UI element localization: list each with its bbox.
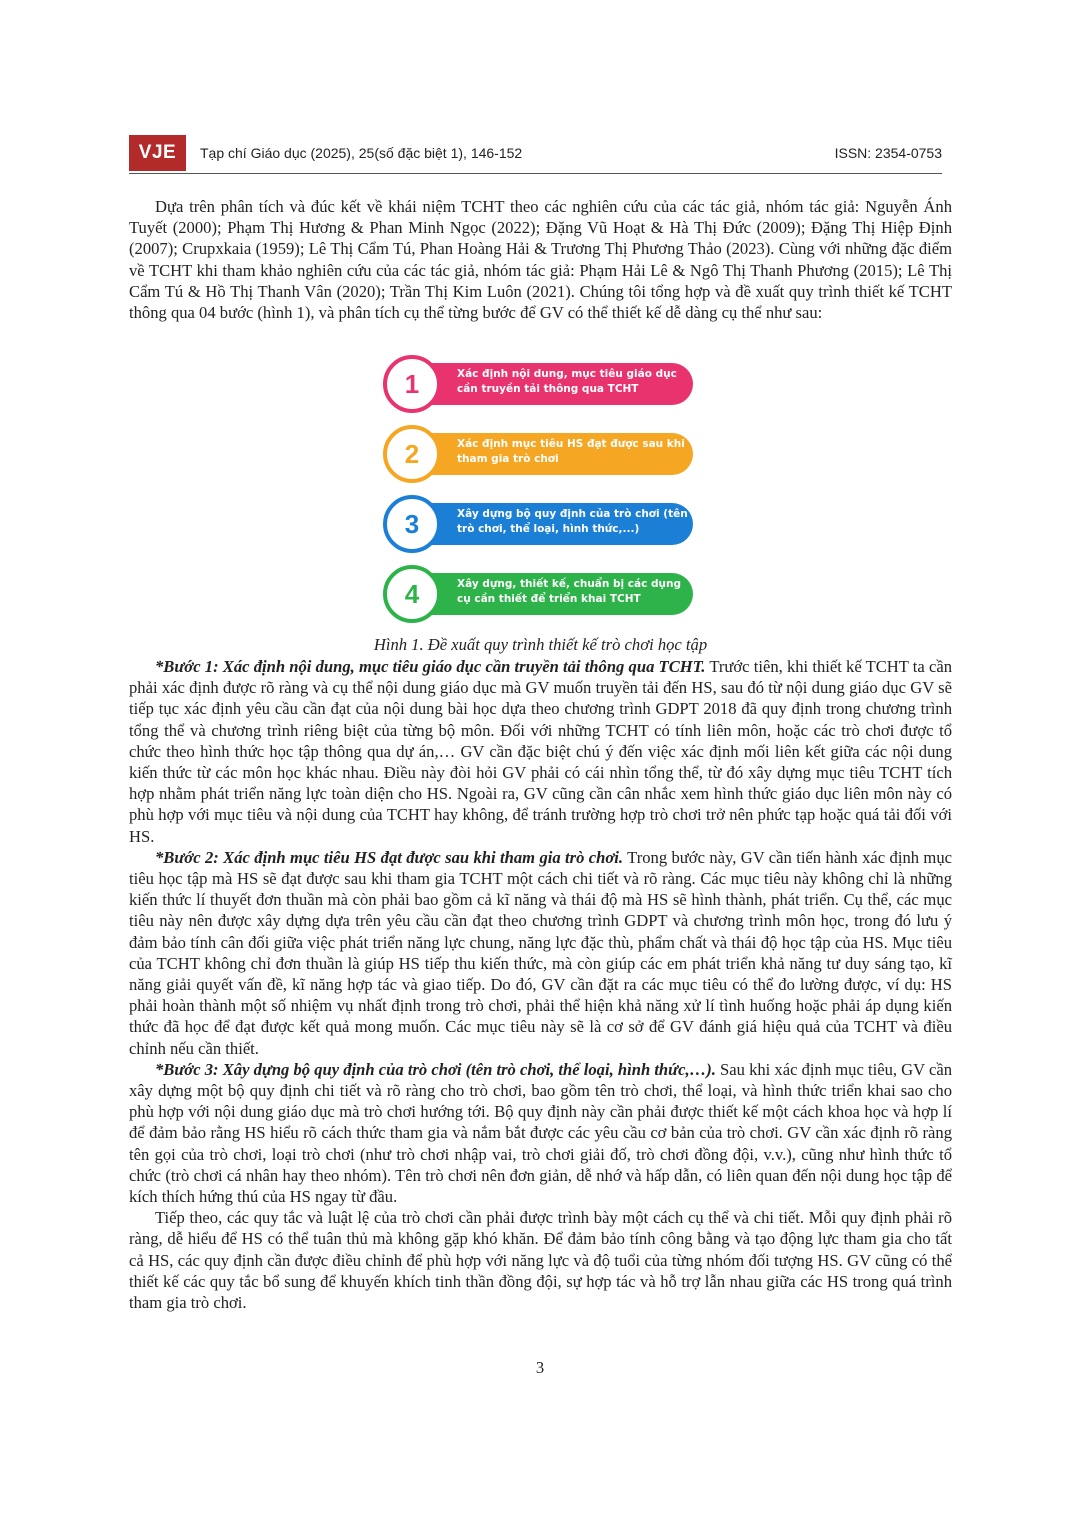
step-3-heading: *Bước 3: Xây dựng bộ quy định của trò chơi (tên trò chơi, thể loại, hình thức,…). — [155, 1059, 716, 1079]
journal-citation: Tạp chí Giáo dục (2025), 25(số đặc biệt 1), 146-152 — [200, 145, 523, 161]
intro-paragraph: Dựa trên phân tích và đúc kết về khái niệm TCHT theo các nghiên cứu của các tác giả, nhóm tác giả: Nguyễn Ánh Tuyết (2000); Phạm Thị Hương & Phan Minh Ngọc (2022); Đặng Vũ Hoạt & Hà Thị Đức (2009); Đặng Thị Hiệp Định (2007); Crupxkaia (1959); Lê Thị Cẩm Tú, Phan Hoàng Hải & Trương Thị Phương Thảo (2023). Cùng với những đặc điểm về TCHT khi tham khảo nghiên cứu của các tác giả, nhóm tác giả: Phạm Hải Lê & Ngô Thị Thanh Phương (2015); Lê Thị Cẩm Tú & Hồ Thị Thanh Vân (2020); Trần Thị Kim Luôn (2021). Chúng tôi tổng hợp và đề xuất quy trình thiết kế TCHT thông qua 04 bước (hình 1), và phân tích cụ thể từng bước để GV có thể thiết kế dễ dàng cụ thể như sau: — [129, 197, 952, 323]
step-1-paragraph — [129, 656, 952, 847]
process-step-1 — [383, 355, 695, 413]
page-number: 3 — [535, 1358, 545, 1377]
step-3-number-circle: 3 — [383, 495, 441, 553]
step-1-text: Trước tiên, khi thiết kế TCHT ta cần phải xác định được rõ ràng và cụ thể nội dung giáo dục mà GV muốn truyền tải đến HS, sau đó từ nội dung giáo dục GV sẽ tiếp tục xác định yêu cầu cần đạt của nội dung bài học dựa theo chương trình GDPT 2018 đã quy định trong chương trình tổng thể và chương trình riêng biệt của từng bộ môn. Đối với những TCHT có tính liên môn, hoặc các trò chơi được tổ chức theo hình thức học tập thông qua dự án,… GV cần đặc biệt chú ý đến việc xác định mối liên kết giữa các nội dung kiến thức từ các môn học khác nhau. Điều này đòi hỏi GV phải có cái nhìn tổng thể, từ đó xây dựng mục tiêu TCHT tích hợp nhằm phát triển năng lực toàn diện cho HS. Ngoài ra, GV cũng cần cân nhắc xem hình thức giáo dục liên môn này có phù hợp với mục tiêu và nội dung của TCHT hay không, để tránh trường hợp trò chơi trở nên phức tạp hoặc quá tải đối với HS. — [129, 657, 953, 846]
steps-section — [129, 656, 952, 1313]
intro-section — [129, 196, 952, 323]
step-2-heading: *Bước 2: Xác định mục tiêu HS đạt được sau khi tham gia trò chơi. — [155, 847, 624, 867]
step-2-label: Xác định mục tiêu HS đạt được sau khi tham gia trò chơi — [457, 438, 685, 465]
step-4-label: Xây dựng, thiết kế, chuẩn bị các dụng cụ cần thiết để triển khai TCHT — [457, 578, 681, 605]
step-1-label: Xác định nội dung, mục tiêu giáo dục cần truyền tải thông qua TCHT — [457, 368, 677, 395]
step-4-number-circle: 4 — [383, 565, 441, 623]
step-3-paragraph — [129, 1059, 952, 1207]
step-2-number-circle: 2 — [383, 425, 441, 483]
issn-label: ISSN: 2354-0753 — [834, 145, 942, 161]
step-1-number-circle: 1 — [383, 355, 441, 413]
figure-caption: Hình 1. Đề xuất quy trình thiết kế trò chơi học tập — [373, 635, 708, 654]
journal-logo: VJE — [129, 135, 186, 171]
process-step-4 — [383, 565, 695, 623]
step-1-heading: *Bước 1: Xác định nội dung, mục tiêu giáo dục cần truyền tải thông qua TCHT. — [155, 657, 706, 676]
step-2-text: Trong bước này, GV cần tiến hành xác định mục tiêu học tập mà HS sẽ đạt được sau khi tham gia TCHT một cách chi tiết và rõ ràng. Các mục tiêu này không chỉ là những kiến thức lí thuyết đơn thuần mà còn phải bao gồm cả kĩ năng và thái độ mà HS sẽ hình thành, phát triển. Cụ thể, các mục tiêu này nên được xây dựng dựa trên yêu cầu cần đạt theo chương trình GDPT và chương trình môn học, trong đó lưu ý đảm bảo tính cân đối giữa việc phát triển năng lực chung, năng lực đặc thù, phẩm chất và thái độ học tập của HS. Mục tiêu của TCHT không chỉ đơn thuần là giúp HS tiếp thu kiến thức, mà còn giúp các em phát triển khả năng tư duy sáng tạo, kĩ năng giải quyết vấn đề, kĩ năng hợp tác và giao tiếp. Do đó, GV cần đặt ra các mục tiêu có thể đo lường được, ví dụ: HS phải hoàn thành một số nhiệm vụ nhất định trong trò chơi, phải thể hiện khả năng xử lí tình huống hoặc phải áp dụng kiến thức đã học để đạt được kết quả mong muốn. Các mục tiêu này sẽ là cơ sở để GV đánh giá hiệu quả của TCHT và điều chỉnh nếu cần thiết. — [129, 847, 952, 1058]
process-step-3 — [383, 495, 695, 553]
figure-1-process-diagram — [383, 355, 699, 627]
step-3-text: Sau khi xác định mục tiêu, GV cần xây dựng một bộ quy định chi tiết và rõ ràng cho trò chơi, bao gồm tên trò chơi, thể loại, và hình thức triển khai sao cho phù hợp với nội dung giáo dục mà trò chơi hướng tới. Bộ quy định này cần phải được thiết kế một cách khoa học và hợp lí để đảm bảo rằng HS hiểu rõ cách thức tham gia và nắm bắt được các yêu cầu cơ bản của trò chơi. GV cần xác định rõ ràng tên gọi của trò chơi, loại trò chơi (như trò chơi nhập vai, trò chơi giải đố, trò chơi đồng đội, v.v.), cũng như hình thức tổ chức (trò chơi cá nhân hay theo nhóm). Tên trò chơi nên đơn giản, dễ nhớ và hấp dẫn, có liên quan đến nội dung học tập để kích thích hứng thú của HS ngay từ đầu. — [129, 1059, 953, 1207]
journal-header — [129, 133, 942, 174]
step-2-paragraph — [129, 847, 952, 1059]
step-3-label: Xây dựng bộ quy định của trò chơi (tên trò chơi, thể loại, hình thức,...) — [457, 508, 688, 535]
process-step-2 — [383, 425, 695, 483]
step-3-continued-paragraph: Tiếp theo, các quy tắc và luật lệ của trò chơi cần phải được trình bày một cách cụ thể và chi tiết. Mỗi quy định phải rõ ràng, dễ hiểu để HS có thể tuân thủ mà không gặp khó khăn. Để đảm bảo tính công bằng và tạo động lực tham gia cho tất cả HS, các quy định cần được điều chỉnh để phù hợp với năng lực và độ tuổi của từng nhóm đối tượng HS. GV cũng có thể thiết kế các quy tắc bổ sung để khuyến khích tinh thần đồng đội, sự hợp tác và hỗ trợ lẫn nhau giữa các HS trong quá trình tham gia trò chơi. — [129, 1208, 952, 1313]
